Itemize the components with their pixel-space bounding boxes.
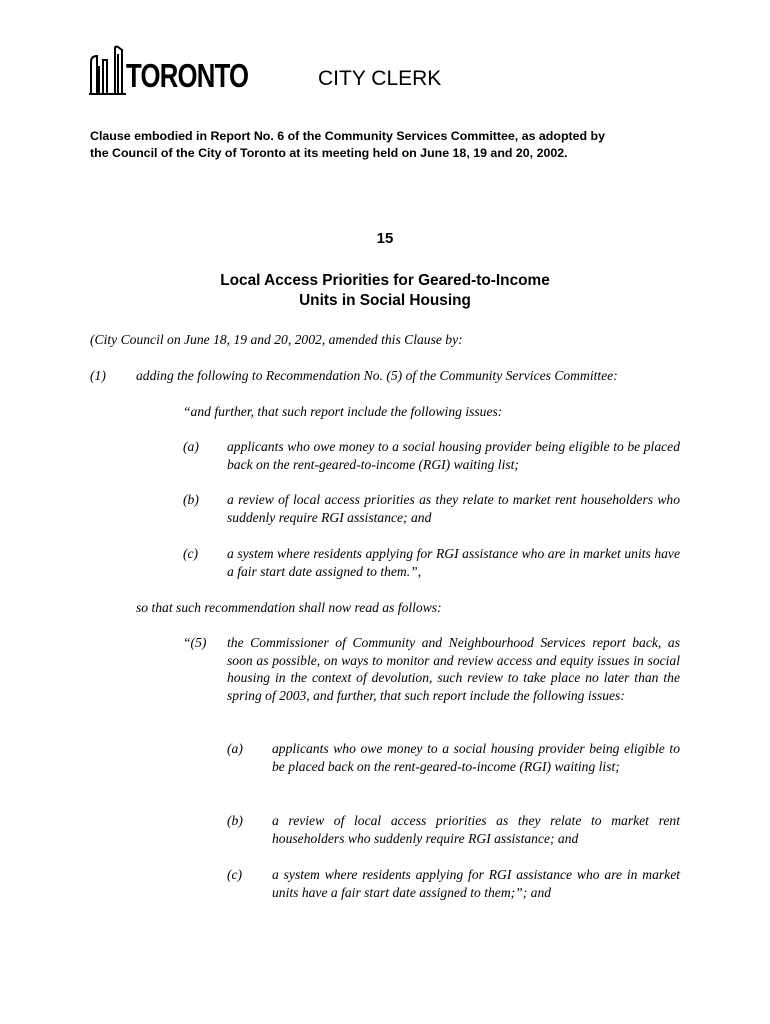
intro-line: the Council of the City of Toronto at its meeting held on June 18, 19 and 20, 2002. <box>90 146 568 160</box>
recommendation-label: “(5) <box>183 635 207 650</box>
rec-issue-label: (b) <box>227 813 243 828</box>
intro-line: Clause embodied in Report No. 6 of the Community Services Committee, as adopted by <box>90 129 605 143</box>
issue-label: (b) <box>183 492 199 507</box>
city-hall-icon <box>88 44 128 96</box>
amendment-opening: (City Council on June 18, 19 and 20, 2002, amended this Clause by: <box>90 332 463 347</box>
rec-issue-text: applicants who owe money to a social housing provider being eligible to be placed back on the rent-geared-to-income (RGI) waiting list; <box>272 741 680 774</box>
so-that-text: so that such recommendation shall now read as follows: <box>136 600 442 615</box>
rec-issue-text: a system where residents applying for RGI assistance who are in market units have a fair start date assigned to them;”; and <box>272 867 680 900</box>
rec-issue-label: (a) <box>227 741 243 756</box>
clause-title <box>0 271 770 311</box>
clause-number: 15 <box>376 230 394 247</box>
clause-title-line: Units in Social Housing <box>299 292 471 309</box>
issue-text: a system where residents applying for RGI assistance who are in market units have a fair start date assigned to them.”, <box>227 546 680 579</box>
recommendation-text: the Commissioner of Community and Neighbourhood Services report back, as soon as possible, on ways to monitor and review access and equity issues in social housing in the context of devolution, such review to take place no later than the spring of 2003, and further, that such report include the following issues: <box>227 635 680 703</box>
issue-text: a review of local access priorities as they relate to market rent householders who suddenly require RGI assistance; and <box>227 492 680 525</box>
quote-intro: “and further, that such report include the following issues: <box>183 404 503 419</box>
rec-issue-label: (c) <box>227 867 243 882</box>
issue-label: (c) <box>183 546 199 561</box>
logo-wordmark: TORONTO <box>126 57 249 94</box>
issue-label: (a) <box>183 439 199 454</box>
issue-text: applicants who owe money to a social housing provider being eligible to be placed back on the rent-geared-to-income (RGI) waiting list; <box>227 439 680 472</box>
toronto-logo <box>88 44 248 96</box>
item-text: adding the following to Recommendation No. (5) of the Community Services Committee: <box>136 368 618 383</box>
item-label: (1) <box>90 368 106 383</box>
rec-issue-text: a review of local access priorities as they relate to market rent householders who suddenly require RGI assistance; and <box>272 813 680 846</box>
intro-statement <box>90 128 690 162</box>
clause-title-line: Local Access Priorities for Geared-to-Income <box>220 272 550 289</box>
office-title: CITY CLERK <box>318 67 442 90</box>
